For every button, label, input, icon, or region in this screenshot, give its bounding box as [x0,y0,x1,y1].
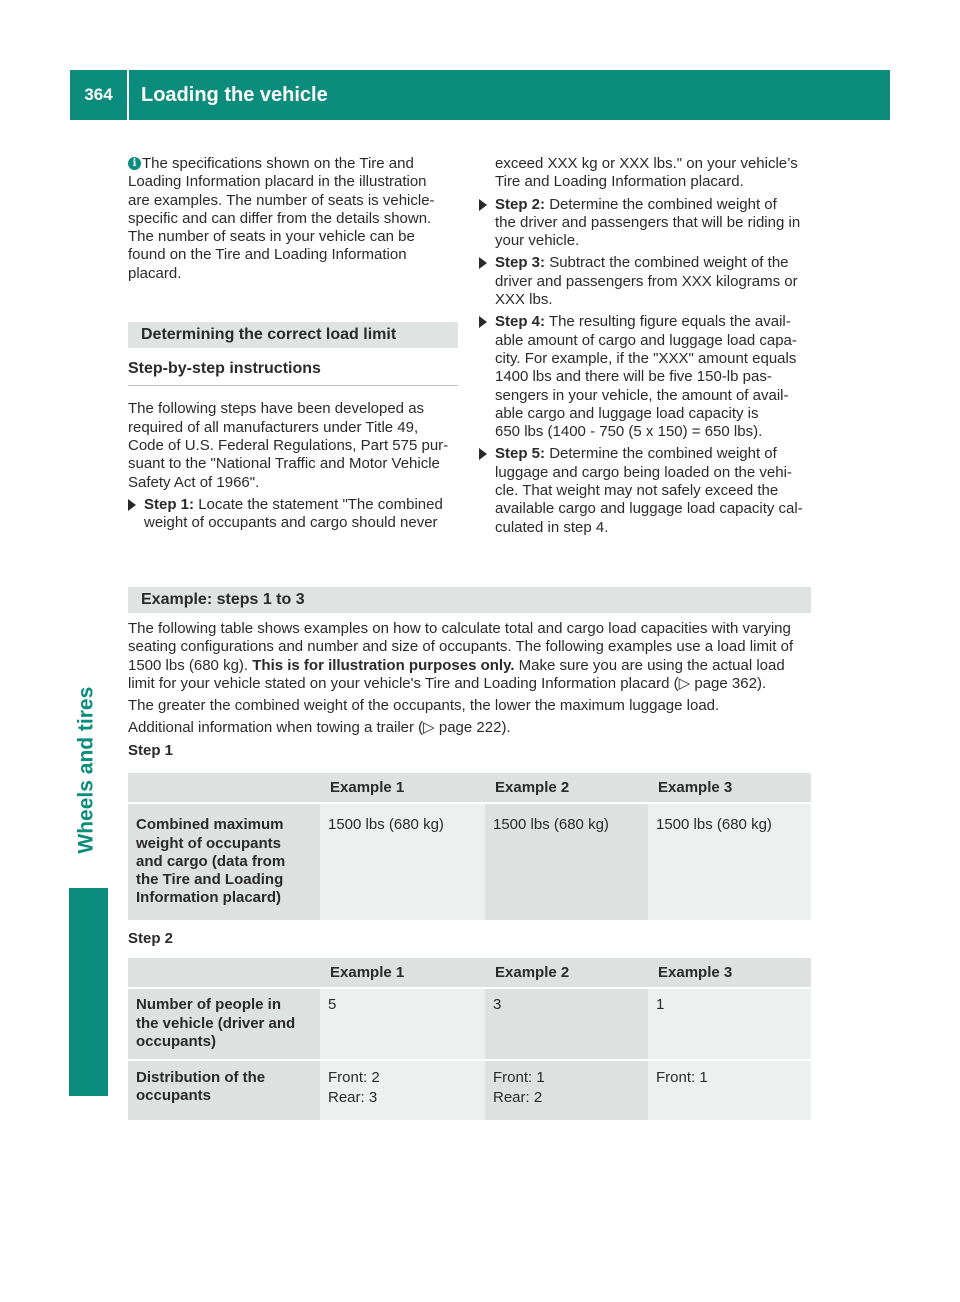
cell-line: Front: 2 [328,1069,380,1087]
header-divider [127,70,129,120]
info-line: placard. [128,264,182,282]
row-label-line: and cargo (data from [136,852,286,870]
step-text: cle. That weight may not safely exceed the [495,482,779,500]
column-header: Example 1 [320,773,485,803]
row-label-line: Distribution of the [136,1069,266,1087]
table-step-1 [128,773,811,920]
row-label [128,988,320,1060]
table-cell [648,1060,811,1120]
column-header [128,958,320,988]
row-label-line: Combined maximum [136,816,284,834]
column-header: Example 2 [485,958,648,988]
table-cell: 1 [648,988,811,1060]
row-label [128,1060,320,1120]
cell-line: Front: 1 [493,1069,545,1087]
row-label-line: occupants [136,1087,212,1105]
left-column [128,155,458,532]
info-line: The specifications shown on the Tire and [142,155,414,172]
step-5-item [479,445,811,536]
step-text: weight of occupants and cargo should never [144,514,438,532]
row-label-line: Information placard) [136,889,282,907]
page-reference-link[interactable]: page 222 [438,719,502,737]
step-text: the driver and passengers that will be riding in [495,213,801,231]
section-heading-load-limit: Determining the correct load limit [128,322,458,348]
paragraph-line: seating configurations and number and size of occupants. The following examples use a load limit of [128,638,794,656]
step-label: Step 2: [495,195,546,213]
info-line: specific and can differ from the details shown. [128,209,432,227]
step-text: 1400 lbs and there will be five 150-lb pas- [495,368,772,386]
step-text: your vehicle. [495,232,580,250]
paragraph: The greater the combined weight of the occupants, the lower the maximum luggage load. [128,697,720,715]
step-text: able amount of cargo and luggage load capa- [495,331,797,349]
step-text: city. For example, if the "XXX" amount equals [495,349,797,367]
row-label-line: Number of people in [136,996,282,1014]
step-label: Step 4: [495,313,546,331]
column-header: Example 2 [485,773,648,803]
step-1-item [128,496,458,533]
table-cell [485,1060,648,1120]
step-text: Determine the combined weight of [549,445,777,463]
text-run: ). [756,674,767,692]
table-cell: 1500 lbs (680 kg) [485,803,648,919]
info-line: Loading Information placard in the illustration [128,173,427,191]
step-label: Step 1: [144,495,195,513]
text-run: 1500 lbs (680 kg). [128,656,253,674]
step-text: luggage and cargo being loaded on the vehi- [495,463,792,481]
chapter-tab [69,660,103,880]
intro-line: The following steps have been developed as [128,400,425,418]
text-run: ). [501,719,511,737]
arrow-icon [128,499,136,511]
row-label-line: the vehicle (driver and [136,1014,296,1032]
subheading-step-by-step: Step-by-step instructions [128,360,458,386]
page-ref-icon: ▷ [423,719,435,737]
table-row [128,1060,811,1120]
column-header: Example 3 [648,958,811,988]
intro-line: required of all manufacturers under Title 49, [128,418,419,436]
page-reference-link[interactable]: page 362 [694,674,757,692]
row-label-line: the Tire and Loading [136,871,284,889]
paragraph [128,719,811,737]
table-header-row [128,773,811,803]
text-run: Additional information when towing a trailer ( [128,719,424,737]
emphasis-text: This is for illustration purposes only. [252,656,515,674]
intro-line: Safety Act of 1966". [128,473,260,491]
cell-line: Rear: 3 [328,1089,378,1107]
step-text: Determine the combined weight of [549,195,777,213]
table-cell [320,1060,485,1120]
column-header: Example 3 [648,773,811,803]
table-title-step-2: Step 2 [128,930,174,947]
step-text: able cargo and luggage load capacity is [495,404,759,422]
arrow-icon [479,316,487,328]
step-text: sengers in your vehicle, the amount of avail- [495,386,789,404]
page-number: 364 [84,85,113,104]
page-ref-icon: ▷ [678,674,691,692]
table-row [128,803,811,919]
row-label [128,803,320,919]
table-row [128,988,811,1060]
paragraph-line [128,657,811,675]
intro-line: Code of U.S. Federal Regulations, Part 575 pur- [128,436,449,454]
step-text: 650 lbs (1400 - 750 (5 x 150) = 650 lbs). [495,423,763,441]
table-title-step-1: Step 1 [128,741,174,759]
intro-line: suant to the "National Traffic and Motor Vehicle [128,455,440,473]
table-cell: 1500 lbs (680 kg) [648,803,811,919]
step-text: XXX lbs. [495,291,553,309]
step-text: The resulting figure equals the avail- [548,313,791,331]
paragraph-line [128,675,811,693]
step-2-item [479,196,811,251]
step-text: driver and passengers from XXX kilograms or [495,272,798,290]
chapter-tab-label: Wheels and tires [73,686,97,854]
step-text: exceed XXX kg or XXX lbs." on your vehicle’s [495,155,798,172]
step-1-continued [479,155,811,192]
row-label-line: occupants) [136,1032,217,1050]
step-text: Locate the statement "The combined [198,495,443,513]
table-header-row [128,958,811,988]
column-header: Example 1 [320,958,485,988]
right-column [479,155,811,537]
step-text: Tire and Loading Information placard. [495,173,744,191]
table-cell: 1500 lbs (680 kg) [320,803,485,919]
section-heading-example: Example: steps 1 to 3 [128,587,811,613]
table-cell: 5 [320,988,485,1060]
row-label-line: weight of occupants [136,834,282,852]
step-4-item [479,313,811,441]
cell-line: Rear: 2 [493,1089,543,1107]
table-step-2 [128,958,811,1120]
arrow-icon [479,257,487,269]
table-cell: 3 [485,988,648,1060]
step-text: available cargo and luggage load capacity cal- [495,500,803,518]
arrow-icon [479,199,487,211]
step-label: Step 3: [495,254,546,272]
example-intro [128,620,811,760]
info-line: The number of seats in your vehicle can be [128,228,415,246]
page-title: Loading the vehicle [141,84,328,106]
column-header [128,773,320,803]
intro-paragraph [128,400,458,491]
arrow-icon [479,448,487,460]
cell-line: Front: 1 [656,1069,708,1087]
info-line: found on the Tire and Loading Information [128,246,407,264]
chapter-tab-marker [69,888,108,1096]
text-run: limit for your vehicle stated on your vehicle's Tire and Loading Information placard ( [128,674,679,692]
step-text: Subtract the combined weight of the [549,254,789,272]
info-note [128,155,458,173]
text-run: Make sure you are using the actual load [514,656,785,674]
step-3-item [479,254,811,309]
step-text: culated in step 4. [495,518,609,536]
paragraph-line: The following table shows examples on how to calculate total and cargo load capacities with varying [128,620,791,637]
info-icon: i [128,157,141,170]
step-label: Step 5: [495,445,546,463]
info-line: are examples. The number of seats is vehicle- [128,191,435,209]
